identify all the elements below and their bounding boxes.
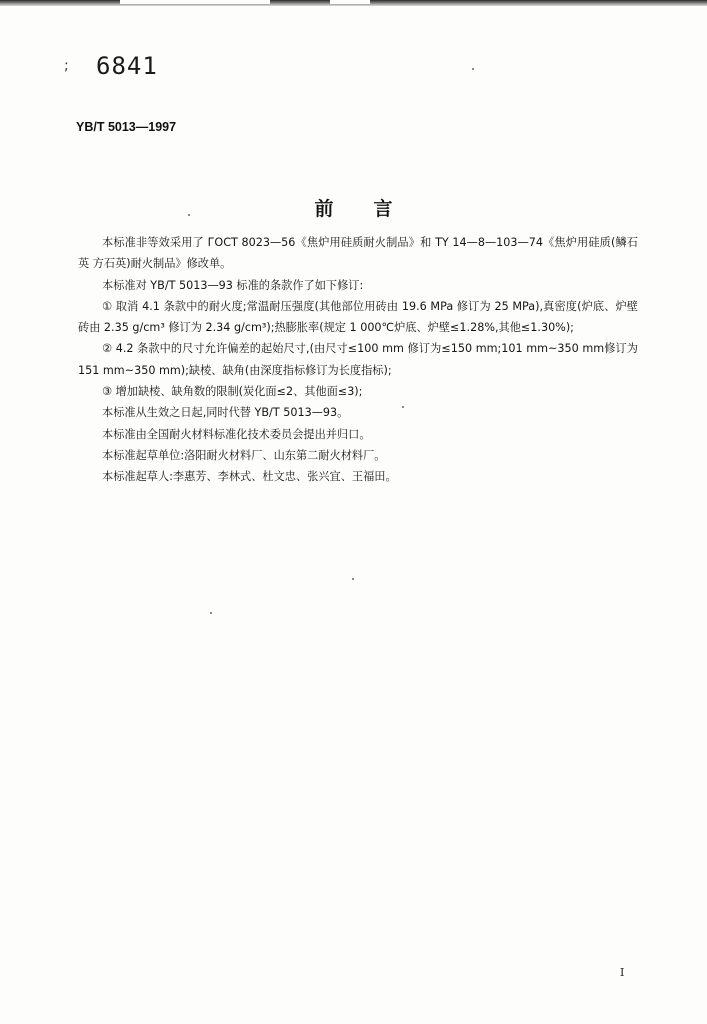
handwritten-page-number: 6841	[96, 52, 158, 80]
scan-speck	[210, 612, 212, 614]
scan-speck	[188, 214, 190, 216]
section-title: 前言	[314, 198, 433, 220]
standard-code: YB/T 5013—1997	[76, 120, 177, 134]
scan-speck	[402, 406, 404, 408]
paragraph: 本标准对 YB/T 5013—93 标准的条款作了如下修订:	[102, 278, 364, 292]
paragraph: ① 取消 4.1 条款中的耐火度;常温耐压强度(其他部位用砖由 19.6 MPa 修订为 25 MPa),真密度(炉底、炉壁砖由 2.35 g/cm³ 修订为 2.34 g/cm³);热膨胀率(规定 1 000℃炉底、炉壁≤1.28%,其他≤1.30%);	[78, 299, 638, 335]
foreword-body	[78, 232, 638, 488]
paragraph: 本标准从生效之日起,同时代替 YB/T 5013—93。	[102, 406, 349, 420]
paragraph: 本标准由全国耐火材料标准化技术委员会提出并归口。	[102, 427, 371, 441]
scan-edge-gap	[120, 0, 270, 4]
footer-page-number: I	[620, 966, 625, 979]
paragraph: ③ 增加缺棱、缺角数的限制(炭化面≤2、其他面≤3);	[102, 385, 363, 399]
scan-edge-gap	[330, 0, 370, 4]
scan-speck	[472, 68, 474, 70]
paragraph: ② 4.2 条款中的尺寸允许偏差的起始尺寸,(由尺寸≤100 mm 修订为≤150 mm;101 mm~350 mm修订为 151 mm~350 mm);缺棱、缺角(由深度指标修订为长度指标);	[78, 342, 638, 377]
margin-mark: ;	[64, 58, 69, 74]
paragraph: 本标准起草单位:洛阳耐火材料厂、山东第二耐火材料厂。	[102, 448, 386, 462]
paragraph: 本标准非等效采用了 ГОСТ 8023—56《焦炉用硅质耐火制品》和 TY 14—8—103—74《焦炉用硅质(鳞石英 方石英)耐火制品》修改单。	[78, 236, 638, 271]
paragraph: 本标准起草人:李惠芳、李林式、杜文忠、张兴宜、王福田。	[102, 470, 397, 484]
scan-speck	[352, 578, 354, 580]
